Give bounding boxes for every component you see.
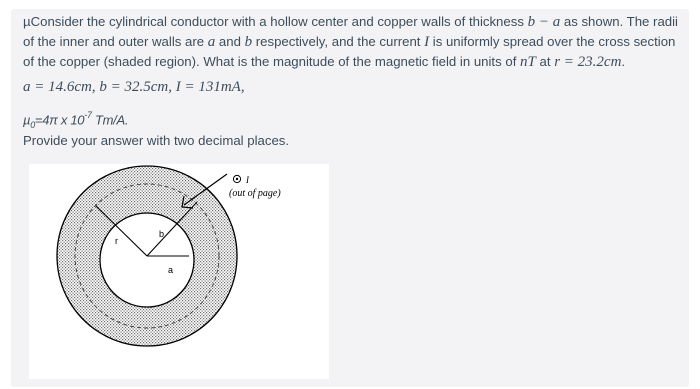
- question-card: [11, 9, 689, 387]
- dot-in-circle-icon: [233, 175, 240, 182]
- question-text: [23, 12, 683, 72]
- mu-symbol: µ: [23, 112, 31, 128]
- question-line1-end: as shown. The radii: [560, 14, 678, 29]
- question-line3: of the copper (shaded region). What is the magnitude of the magnetic field in units of: [23, 54, 521, 69]
- label-current: I: [246, 175, 249, 185]
- text-period: .: [621, 54, 626, 69]
- text-and: and: [215, 34, 245, 49]
- r-value: r = 23.2cm: [554, 54, 622, 70]
- question-line2-end: is uniformly spread over the cross section: [429, 34, 676, 49]
- given-equation: a = 14.6cm, b = 32.5cm, I = 131mA,: [23, 79, 245, 95]
- question-line2: of the inner and outer walls are: [23, 34, 208, 49]
- mu-subscript: 0: [30, 119, 35, 130]
- symbol-a: a: [207, 34, 216, 50]
- label-out-of-page: (out of page): [229, 188, 281, 199]
- symbol-I: I: [424, 34, 430, 50]
- symbol-b: b: [244, 34, 253, 50]
- mu-unit: Tm/A.: [91, 112, 129, 128]
- symbol-b-minus-a: b − a: [527, 14, 561, 30]
- question-line2-mid: respectively, and the current: [252, 34, 425, 49]
- label-r: r: [115, 236, 118, 246]
- mu-exponent: -7: [84, 110, 92, 120]
- label-b: b: [159, 229, 165, 239]
- text-at: at: [535, 54, 555, 69]
- given-values: [23, 77, 683, 97]
- conductor-figure: [29, 164, 329, 379]
- mu-value: =4π x 10: [34, 112, 85, 128]
- instruction-text: Provide your answer with two decimal places.: [23, 133, 290, 148]
- label-a: a: [168, 265, 174, 275]
- unit-nT: nT: [520, 54, 536, 70]
- question-line1: µConsider the cylindrical conductor with a hollow center and copper walls of thickness: [23, 14, 528, 29]
- conductor-diagram: [29, 164, 329, 379]
